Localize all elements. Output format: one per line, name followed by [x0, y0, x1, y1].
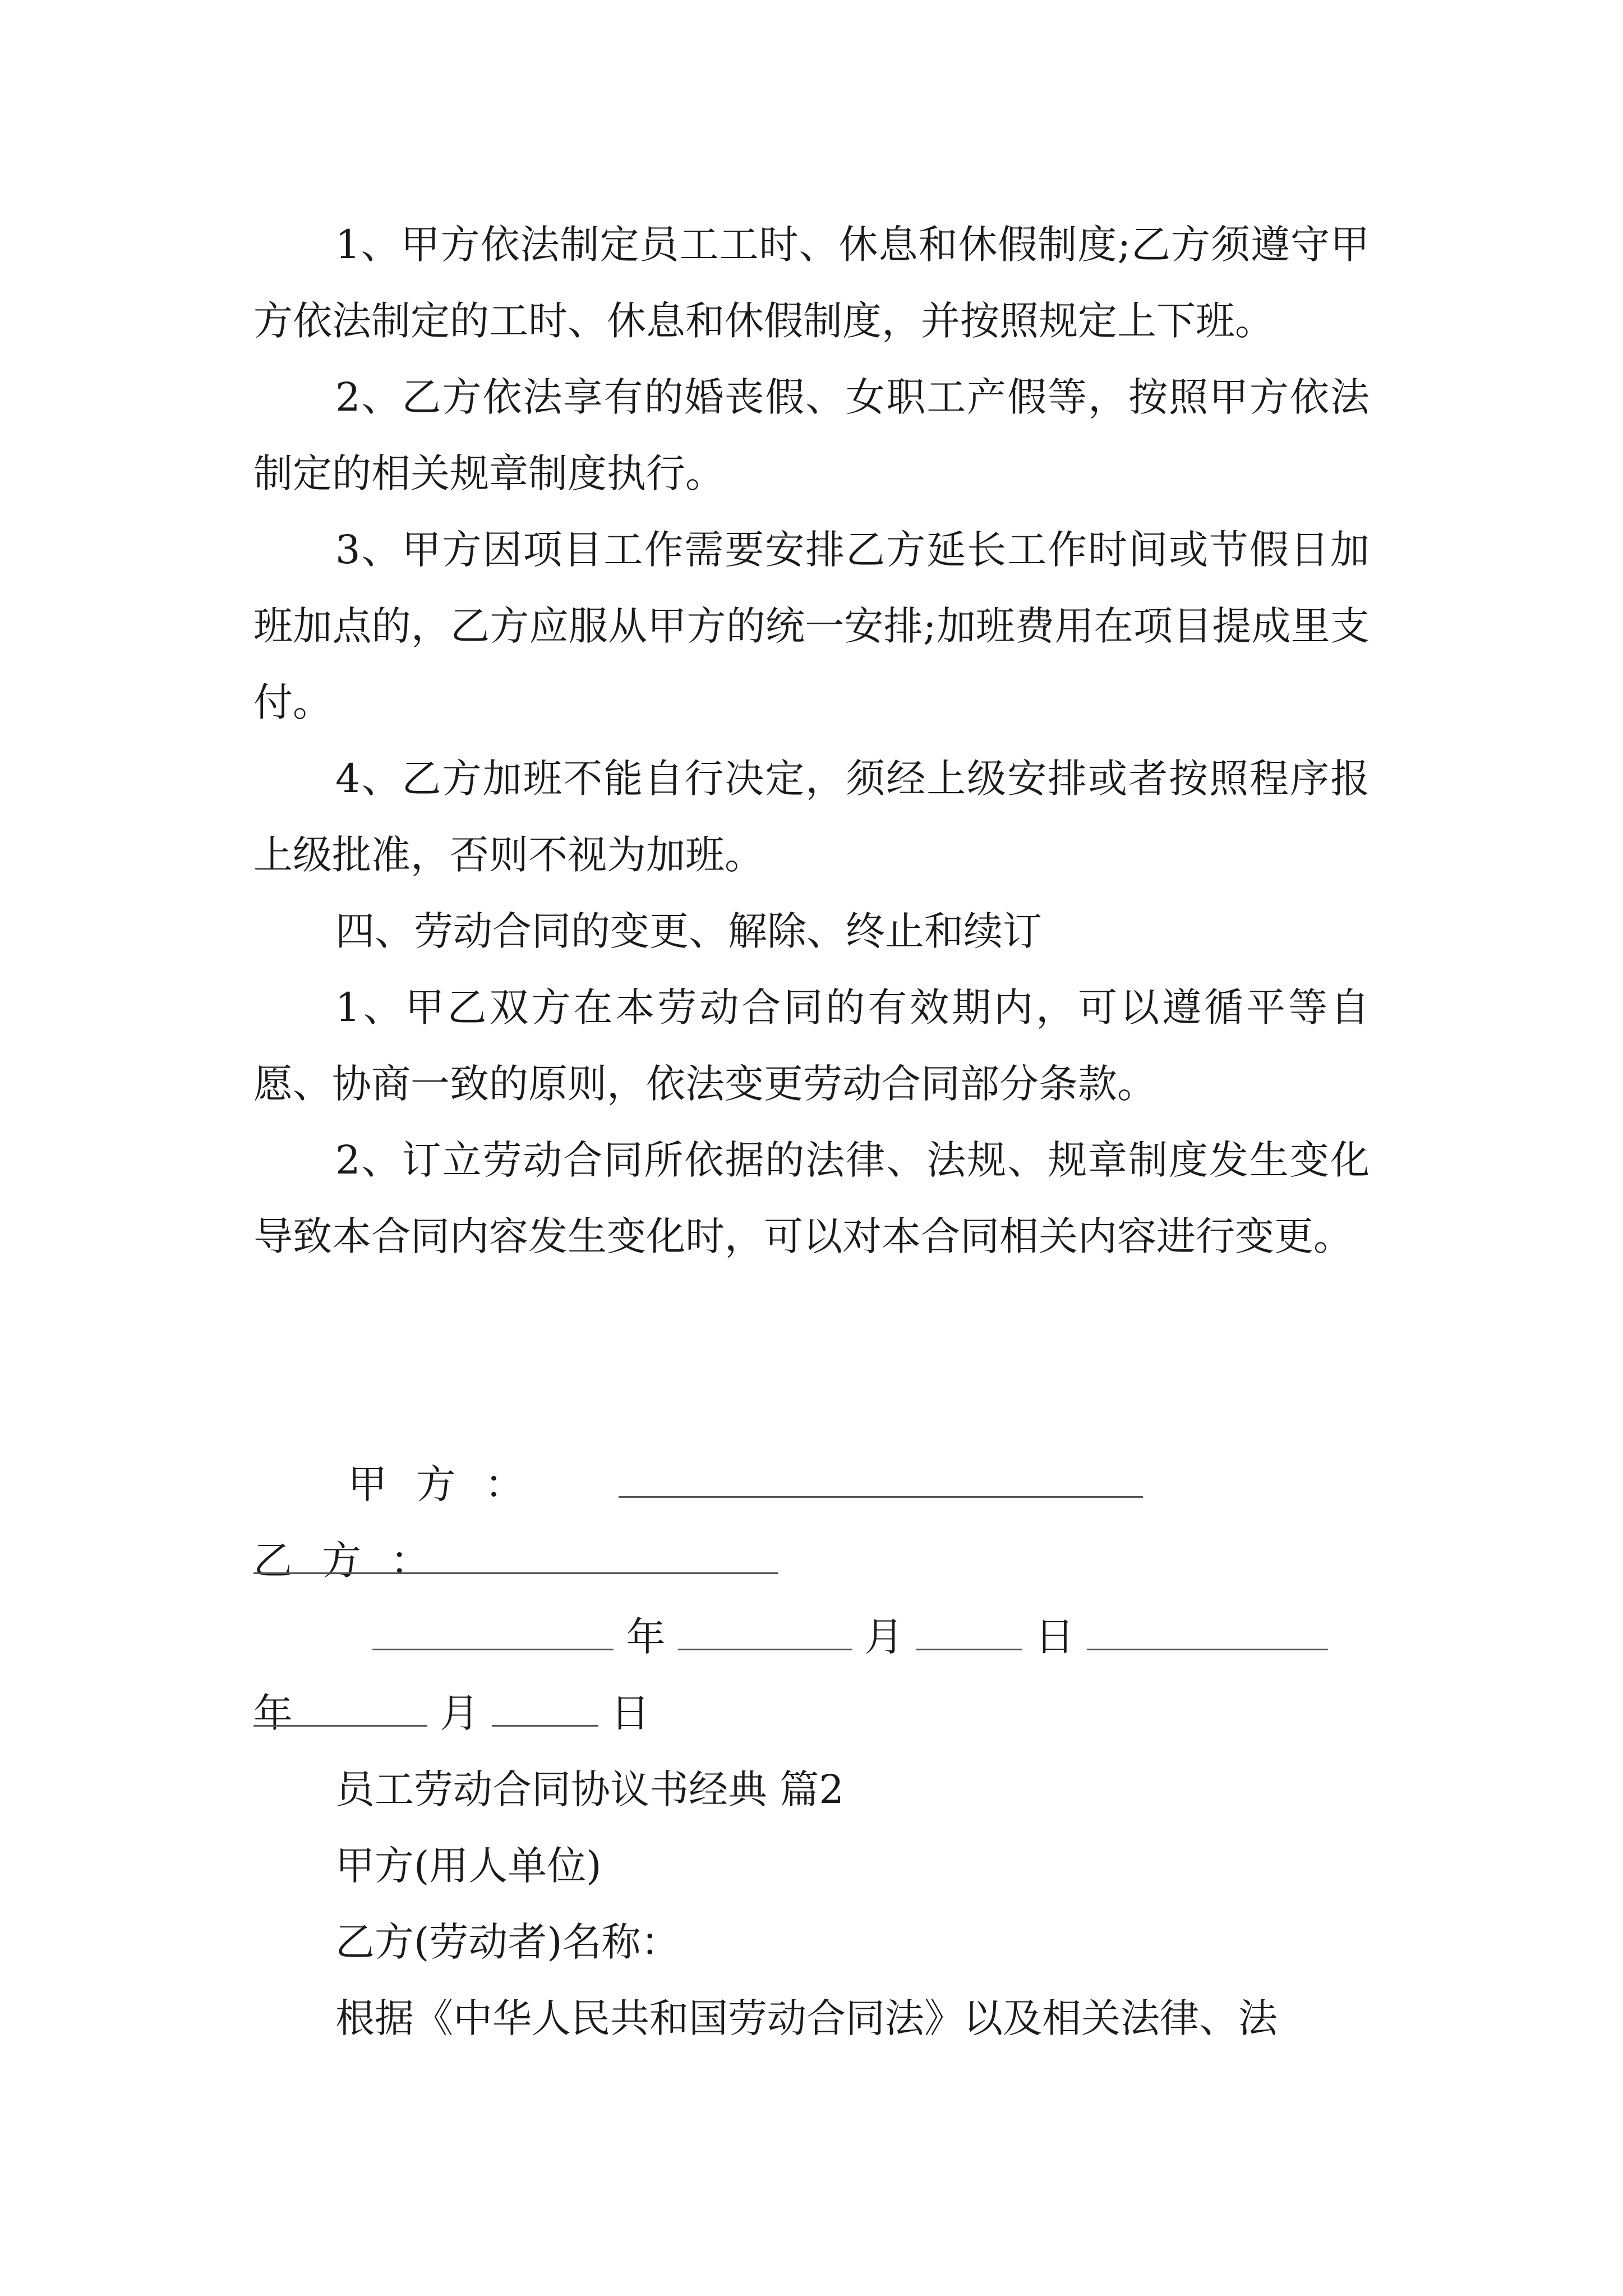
party-a-month-label: 月 [864, 1614, 904, 1660]
section-4-clause-2: 2、订立劳动合同所依据的法律、法规、规章制度发生变化导致本合同内容发生变化时，可以对本合同相关内容进行变更。 [253, 1137, 1370, 1259]
date-row-continued [253, 1675, 1370, 1751]
party-a-year-line [372, 1604, 614, 1650]
party-b-day-line [492, 1680, 598, 1727]
party-b-year-line [1087, 1604, 1328, 1650]
party-b-signature-line [253, 1527, 778, 1574]
party-a-day-label: 日 [1035, 1614, 1075, 1660]
clause-1-work-hours: 1、甲方依法制定员工工时、休息和休假制度;乙方须遵守甲方依法制定的工时、休息和休假制度，并按照规定上下班。 [253, 222, 1370, 344]
clause-3-overtime: 3、甲方因项目工作需要安排乙方延长工作时间或节假日加班加点的，乙方应服从甲方的统一安排;加班费用在项目提成里支付。 [253, 527, 1370, 725]
section-2-title: 员工劳动合同协议书经典 篇2 [335, 1766, 844, 1812]
party-b-signature-label: 乙方： [253, 1538, 459, 1584]
party-a-signature-label: 甲方： [348, 1461, 554, 1507]
party-a-year-label: 年 [626, 1614, 666, 1660]
signature-row-continued [253, 1522, 1370, 1599]
clause-2-leave: 2、乙方依法享有的婚丧假、女职工产假等，按照甲方依法制定的相关规章制度执行。 [253, 374, 1370, 496]
section-2-intro: 根据《中华人民共和国劳动合同法》以及相关法律、法 [335, 1995, 1278, 2041]
party-b-year-label: 年 [253, 1690, 293, 1736]
party-a-month-line [678, 1604, 852, 1650]
section-2-party-a: 甲方(用人单位) [335, 1843, 602, 1889]
party-a-signature-line [619, 1451, 1143, 1498]
section-2 [253, 1751, 1370, 2056]
section-4-clause-1: 1、甲乙双方在本劳动合同的有效期内，可以遵循平等自愿、协商一致的原则，依法变更劳动合同部分条款。 [253, 984, 1370, 1107]
party-b-month-label: 月 [440, 1690, 479, 1736]
section-4-heading: 四、劳动合同的变更、解除、终止和续订 [335, 908, 1042, 954]
section-2-party-b: 乙方(劳动者)名称： [335, 1919, 680, 1965]
clause-4-overtime-approval: 4、乙方加班不能自行决定，须经上级安排或者按照程序报上级批准，否则不视为加班。 [253, 756, 1370, 878]
party-b-month-line [253, 1680, 427, 1727]
party-b-day-label: 日 [610, 1690, 650, 1736]
party-a-day-line [916, 1604, 1022, 1650]
contract-body-top [253, 206, 1370, 1274]
